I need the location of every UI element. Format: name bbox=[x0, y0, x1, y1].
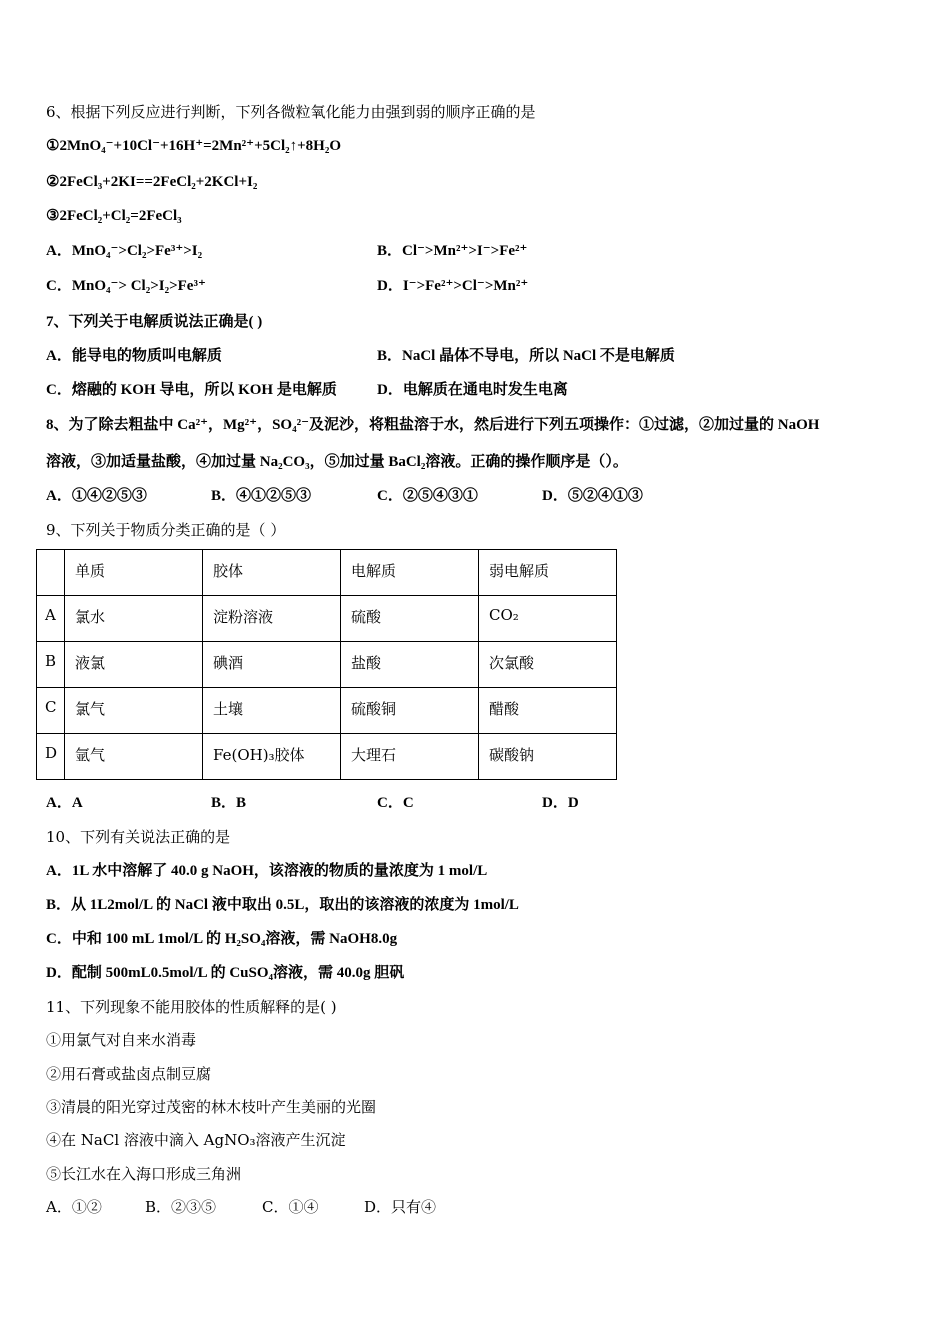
q6-option-c: C．MnO₄⁻> Cl₂>I₂>Fe³⁺ bbox=[46, 278, 206, 294]
q9-option-c: C．C bbox=[377, 795, 414, 811]
table-cell: 硫酸铜 bbox=[341, 688, 479, 734]
q10-stem: 10、下列有关说法正确的是 bbox=[46, 828, 231, 846]
table-cell: CO₂ bbox=[479, 596, 617, 642]
q10-option-c: C．中和 100 mL 1mol/L 的 H₂SO₄溶液，需 NaOH8.0g bbox=[46, 931, 398, 947]
q9-stem: 9、下列关于物质分类正确的是（ ） bbox=[46, 521, 286, 539]
table-cell: Fe(OH)₃胶体 bbox=[203, 734, 341, 780]
q10-option-a: A．1L 水中溶解了 40.0 g NaOH，该溶液的物质的量浓度为 1 mol/L bbox=[46, 863, 488, 879]
table-row bbox=[37, 688, 617, 734]
table-row bbox=[37, 642, 617, 688]
q11-statement-2: ②用石膏或盐卤点制豆腐 bbox=[46, 1065, 212, 1083]
q10-option-d: D．配制 500mL0.5mol/L 的 CuSO₄溶液，需 40.0g 胆矾 bbox=[46, 965, 405, 981]
table-cell: 氯水 bbox=[65, 596, 203, 642]
q6-option-a: A．MnO₄⁻>Cl₂>Fe³⁺>I₂ bbox=[46, 243, 203, 259]
q11-statement-3: ③清晨的阳光穿过茂密的林木枝叶产生美丽的光圈 bbox=[46, 1098, 377, 1116]
q8-option-a: A．①④②⑤③ bbox=[46, 488, 147, 504]
q7-option-d: D．电解质在通电时发生电离 bbox=[377, 382, 568, 398]
q7-option-b: B．NaCl 晶体不导电，所以 NaCl 不是电解质 bbox=[377, 348, 675, 364]
table-header-cell: 胶体 bbox=[203, 550, 341, 596]
q7-option-c: C．熔融的 KOH 导电，所以 KOH 是电解质 bbox=[46, 382, 337, 398]
table-cell: A bbox=[37, 596, 65, 642]
q11-option-d: D．只有④ bbox=[364, 1198, 437, 1216]
q7-option-a: A．能导电的物质叫电解质 bbox=[46, 348, 222, 364]
table-header-row bbox=[37, 550, 617, 596]
q6-option-d: D．I⁻>Fe²⁺>Cl⁻>Mn²⁺ bbox=[377, 278, 529, 294]
table-header-cell bbox=[37, 550, 65, 596]
table-cell: 硫酸 bbox=[341, 596, 479, 642]
q6-reaction-2: ②2FeCl₃+2KI==2FeCl₂+2KCl+I₂ bbox=[46, 174, 258, 190]
q8-stem-line-1: 8、为了除去粗盐中 Ca²⁺，Mg²⁺，SO₄²⁻及泥沙，将粗盐溶于水，然后进行下列五项操作：①过滤，②加过量的 NaOH bbox=[46, 417, 820, 433]
q11-option-a: A．①② bbox=[46, 1198, 102, 1216]
table-cell: D bbox=[37, 734, 65, 780]
q6-option-b: B．Cl⁻>Mn²⁺>I⁻>Fe²⁺ bbox=[377, 243, 528, 259]
q11-statement-4: ④在 NaCl 溶液中滴入 AgNO₃溶液产生沉淀 bbox=[46, 1131, 346, 1149]
q9-option-a: A．A bbox=[46, 795, 83, 811]
q10-option-b: B．从 1L2mol/L 的 NaCl 液中取出 0.5L，取出的该溶液的浓度为 1mol/L bbox=[46, 897, 519, 913]
q11-option-c: C．①④ bbox=[262, 1198, 319, 1216]
table-cell: 淀粉溶液 bbox=[203, 596, 341, 642]
table-cell: 土壤 bbox=[203, 688, 341, 734]
table-cell: B bbox=[37, 642, 65, 688]
q11-stem: 11、下列现象不能用胶体的性质解释的是( ) bbox=[46, 998, 337, 1016]
q9-option-b: B．B bbox=[211, 795, 247, 811]
table-cell: 大理石 bbox=[341, 734, 479, 780]
table-cell: 氯气 bbox=[65, 688, 203, 734]
q6-reaction-3: ③2FeCl₂+Cl₂=2FeCl₃ bbox=[46, 208, 182, 224]
q8-option-c: C．②⑤④③① bbox=[377, 488, 478, 504]
table-row bbox=[37, 596, 617, 642]
q9-option-d: D．D bbox=[542, 795, 579, 811]
q8-stem-line-2: 溶液，③加适量盐酸，④加过量 Na₂CO₃，⑤加过量 BaCl₂溶液。正确的操作顺序是（）。 bbox=[46, 454, 628, 470]
table-header-cell: 弱电解质 bbox=[479, 550, 617, 596]
table-cell: C bbox=[37, 688, 65, 734]
q8-option-b: B．④①②⑤③ bbox=[211, 488, 312, 504]
table-cell: 醋酸 bbox=[479, 688, 617, 734]
table-cell: 碳酸钠 bbox=[479, 734, 617, 780]
table-cell: 次氯酸 bbox=[479, 642, 617, 688]
q6-reaction-1: ①2MnO₄⁻+10Cl⁻+16H⁺=2Mn²⁺+5Cl₂↑+8H₂O bbox=[46, 138, 342, 154]
q11-statement-5: ⑤长江水在入海口形成三角洲 bbox=[46, 1165, 242, 1183]
table-cell: 盐酸 bbox=[341, 642, 479, 688]
table-header-cell: 单质 bbox=[65, 550, 203, 596]
q11-statement-1: ①用氯气对自来水消毒 bbox=[46, 1031, 197, 1049]
q6-stem: 6、根据下列反应进行判断，下列各微粒氧化能力由强到弱的顺序正确的是 bbox=[46, 103, 536, 121]
table-row bbox=[37, 734, 617, 780]
table-cell: 液氯 bbox=[65, 642, 203, 688]
q7-stem: 7、下列关于电解质说法正确是( ) bbox=[46, 314, 263, 330]
table-cell: 氩气 bbox=[65, 734, 203, 780]
q9-classification-table bbox=[36, 549, 617, 780]
q8-option-d: D．⑤②④①③ bbox=[542, 488, 643, 504]
table-header-cell: 电解质 bbox=[341, 550, 479, 596]
table-cell: 碘酒 bbox=[203, 642, 341, 688]
q11-option-b: B．②③⑤ bbox=[145, 1198, 217, 1216]
